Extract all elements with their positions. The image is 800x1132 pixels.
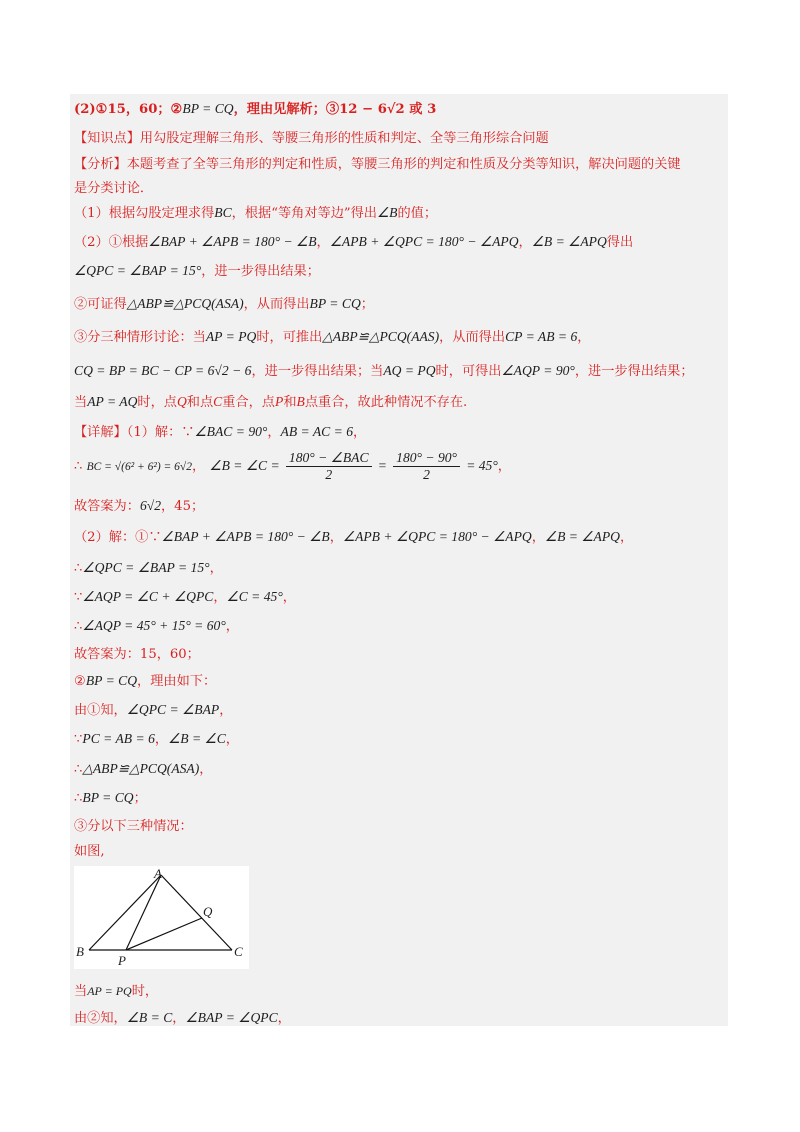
text: ，	[213, 590, 227, 605]
text: ，	[225, 732, 239, 747]
math: ∠QPC = ∠BAP = 15°	[74, 263, 202, 278]
text: 时，可推出	[256, 330, 323, 345]
detail-line-9	[74, 672, 216, 691]
text: ，	[277, 1011, 291, 1026]
math: ∠B = ∠C =	[209, 458, 280, 473]
analysis-line-9	[74, 393, 467, 412]
text: ，	[219, 703, 233, 718]
text: 【详解】（1）解：∵	[74, 425, 195, 440]
text: ，根据“等角对等边”得出	[231, 206, 377, 221]
math: ∠AQP = 45° + 15° = 60°	[82, 618, 226, 633]
text: ，	[619, 530, 634, 545]
text: ，理由如下：	[137, 674, 217, 689]
math: ∠BAP = ∠QPC	[185, 1010, 278, 1025]
detail-line-14	[74, 818, 193, 836]
math: =	[377, 458, 387, 473]
text: ∵	[74, 590, 83, 605]
math: ∠C = 45°	[226, 589, 283, 604]
text: ；	[360, 297, 374, 312]
text: （2）解：①∵	[74, 530, 162, 545]
math: CQ = BP = BC − CP = 6√2 − 6	[74, 363, 252, 378]
math: ∠BAC = 90°	[194, 424, 268, 439]
text: ∴	[74, 459, 83, 474]
math: AP = AQ	[87, 394, 138, 409]
text: 由②知，	[74, 1011, 127, 1026]
text: 是分类讨论．	[74, 181, 154, 196]
math: △ABP≌△PCQ(AAS)	[322, 329, 440, 344]
text: ∴	[74, 762, 83, 777]
text: ③分以下三种情况：	[74, 819, 193, 834]
text: 当	[74, 395, 88, 410]
text: 时，可得出	[435, 364, 502, 379]
math: ∠APB + ∠QPC = 180° − ∠APQ	[342, 529, 532, 544]
text: ，	[518, 235, 532, 250]
math: ∠QPC = ∠BAP	[126, 702, 220, 717]
detail-line-12	[74, 760, 212, 779]
label-q: Q	[203, 904, 213, 919]
text: ∴	[74, 561, 83, 576]
analysis-line-1	[74, 156, 681, 174]
math: PC = AB = 6	[82, 731, 155, 746]
text: 和	[283, 395, 297, 410]
analysis-line-4	[74, 233, 633, 252]
text: 时，	[131, 984, 159, 999]
text: ，进一步得出结果；	[201, 264, 320, 279]
text: ，	[199, 762, 213, 777]
text: 【分析】本题考查了全等三角形的判定和性质，等腰三角形的判定和性质及分类等知识，解决问题的关键	[74, 157, 681, 172]
text: 得出	[606, 235, 634, 250]
math: Q	[176, 394, 187, 409]
math: 6√2	[139, 498, 161, 513]
text: ，进一步得出结果；当	[251, 364, 384, 379]
text: ，理由见解析；③12 − 6√2 或 3	[233, 102, 437, 117]
text: ③分三种情形讨论：当	[74, 330, 206, 345]
text: （2）①根据	[74, 235, 149, 250]
math: CP = AB = 6	[505, 329, 578, 344]
math: AB = AC = 6	[280, 424, 354, 439]
math: BP = CQ	[182, 101, 234, 116]
text: 【知识点】用勾股定理解三角形、等腰三角形的性质和判定、全等三角形综合问题	[74, 131, 549, 146]
text: (2)①15，60；②	[74, 102, 183, 117]
text: ∴	[74, 619, 83, 634]
math: AP = PQ	[205, 329, 257, 344]
fraction-numerator: 180° − 90°	[393, 450, 460, 467]
text: 重合，点	[222, 395, 275, 410]
text: ，从而得出	[243, 297, 310, 312]
analysis-line-2	[74, 180, 153, 198]
text: 故答案为：	[74, 499, 140, 514]
segment-pq	[126, 918, 202, 950]
triangle-diagram	[74, 866, 249, 969]
math: ∠B	[377, 205, 398, 220]
text: ②	[74, 674, 86, 689]
math: C	[213, 394, 223, 409]
analysis-line-8	[74, 362, 694, 381]
detail-line-3	[74, 497, 204, 516]
math: △ABP≌△PCQ(ASA)	[82, 761, 200, 776]
detail-line-16	[74, 982, 158, 1001]
detail-line-2	[74, 448, 511, 485]
detail-line-15	[74, 843, 105, 861]
text: ，进一步得出结果；	[574, 364, 694, 379]
triangle-figure	[74, 866, 249, 969]
analysis-line-6	[74, 295, 374, 314]
detail-line-7	[74, 617, 239, 636]
math: ∠B = ∠APQ	[544, 529, 620, 544]
text: 当	[74, 984, 88, 999]
math: = 45°	[466, 458, 498, 473]
label-a: A	[154, 866, 162, 881]
segment-ab	[89, 875, 161, 950]
math: AP = PQ	[87, 984, 132, 998]
text: ，	[353, 425, 367, 440]
answer-summary-line	[74, 100, 436, 119]
math: AQ = PQ	[383, 363, 436, 378]
text: 如图,	[74, 844, 105, 859]
detail-line-10	[74, 701, 232, 720]
detail-line-8	[74, 646, 200, 664]
math: BP = CQ	[309, 296, 361, 311]
text: ，	[172, 1011, 186, 1026]
math: BC = √(6² + 6²) = 6√2	[86, 461, 192, 473]
label-b: B	[76, 944, 84, 959]
text: ，	[531, 530, 545, 545]
math: ∠APB + ∠QPC = 180° − ∠APQ	[329, 234, 519, 249]
math: ∠B = C	[126, 1010, 173, 1025]
detail-line-4	[74, 528, 633, 547]
text: ，	[577, 330, 591, 345]
analysis-line-3	[74, 204, 437, 223]
text: ∵	[74, 732, 83, 747]
fraction-1	[286, 450, 372, 483]
text: ；	[133, 791, 147, 806]
text: ，	[154, 732, 169, 747]
segment-ap	[126, 875, 161, 950]
detail-line-6	[74, 588, 296, 607]
text: ，	[316, 235, 330, 250]
math: BP = CQ	[85, 673, 138, 688]
fraction-numerator: 180° − ∠BAC	[286, 450, 372, 467]
fraction-denominator: 2	[325, 467, 333, 482]
text: （1）根据勾股定理求得	[74, 206, 215, 221]
text: ，	[225, 619, 239, 634]
detail-line-13	[74, 789, 147, 808]
text: ，	[209, 561, 223, 576]
segment-ac	[161, 875, 232, 950]
math: BP = CQ	[82, 790, 134, 805]
text: 由①知，	[74, 703, 127, 718]
text: ②可证得	[74, 297, 127, 312]
text: 点重合，故此种情况不存在.	[304, 395, 468, 410]
math: △ABP≌△PCQ(ASA)	[126, 296, 244, 311]
text: 故答案为：15，60；	[74, 647, 200, 662]
math: ∠AQP = ∠C + ∠QPC	[82, 589, 214, 604]
math: ∠B = ∠APQ	[531, 234, 607, 249]
math: P	[275, 394, 284, 409]
text: ，45；	[161, 499, 205, 514]
label-c: C	[234, 944, 243, 959]
analysis-line-7	[74, 328, 590, 347]
text: ，	[267, 425, 281, 440]
text: ，	[192, 459, 206, 474]
text: 的值；	[397, 206, 438, 221]
detail-line-5	[74, 559, 223, 578]
text: ，	[282, 590, 296, 605]
text: ∴	[74, 791, 83, 806]
math: ∠BAP + ∠APB = 180° − ∠B	[148, 234, 317, 249]
math: B	[296, 394, 305, 409]
fraction-2	[393, 450, 460, 483]
text: ，	[329, 530, 343, 545]
text: 时，点	[137, 395, 177, 410]
detail-line-11	[74, 730, 239, 749]
text: ，从而得出	[439, 330, 506, 345]
math: ∠B = ∠C	[168, 731, 226, 746]
math: ∠QPC = ∠BAP = 15°	[82, 560, 210, 575]
detail-line-17	[74, 1009, 291, 1028]
text: ，	[497, 459, 511, 474]
analysis-line-5	[74, 262, 320, 281]
math: ∠AQP = 90°	[501, 363, 575, 378]
math: BC	[214, 205, 232, 220]
knowledge-point-line	[74, 130, 549, 148]
detail-line-1	[74, 423, 366, 442]
text: 和点	[186, 395, 214, 410]
label-p: P	[118, 953, 126, 968]
math: ∠BAP + ∠APB = 180° − ∠B	[161, 529, 330, 544]
fraction-denominator: 2	[423, 467, 430, 482]
